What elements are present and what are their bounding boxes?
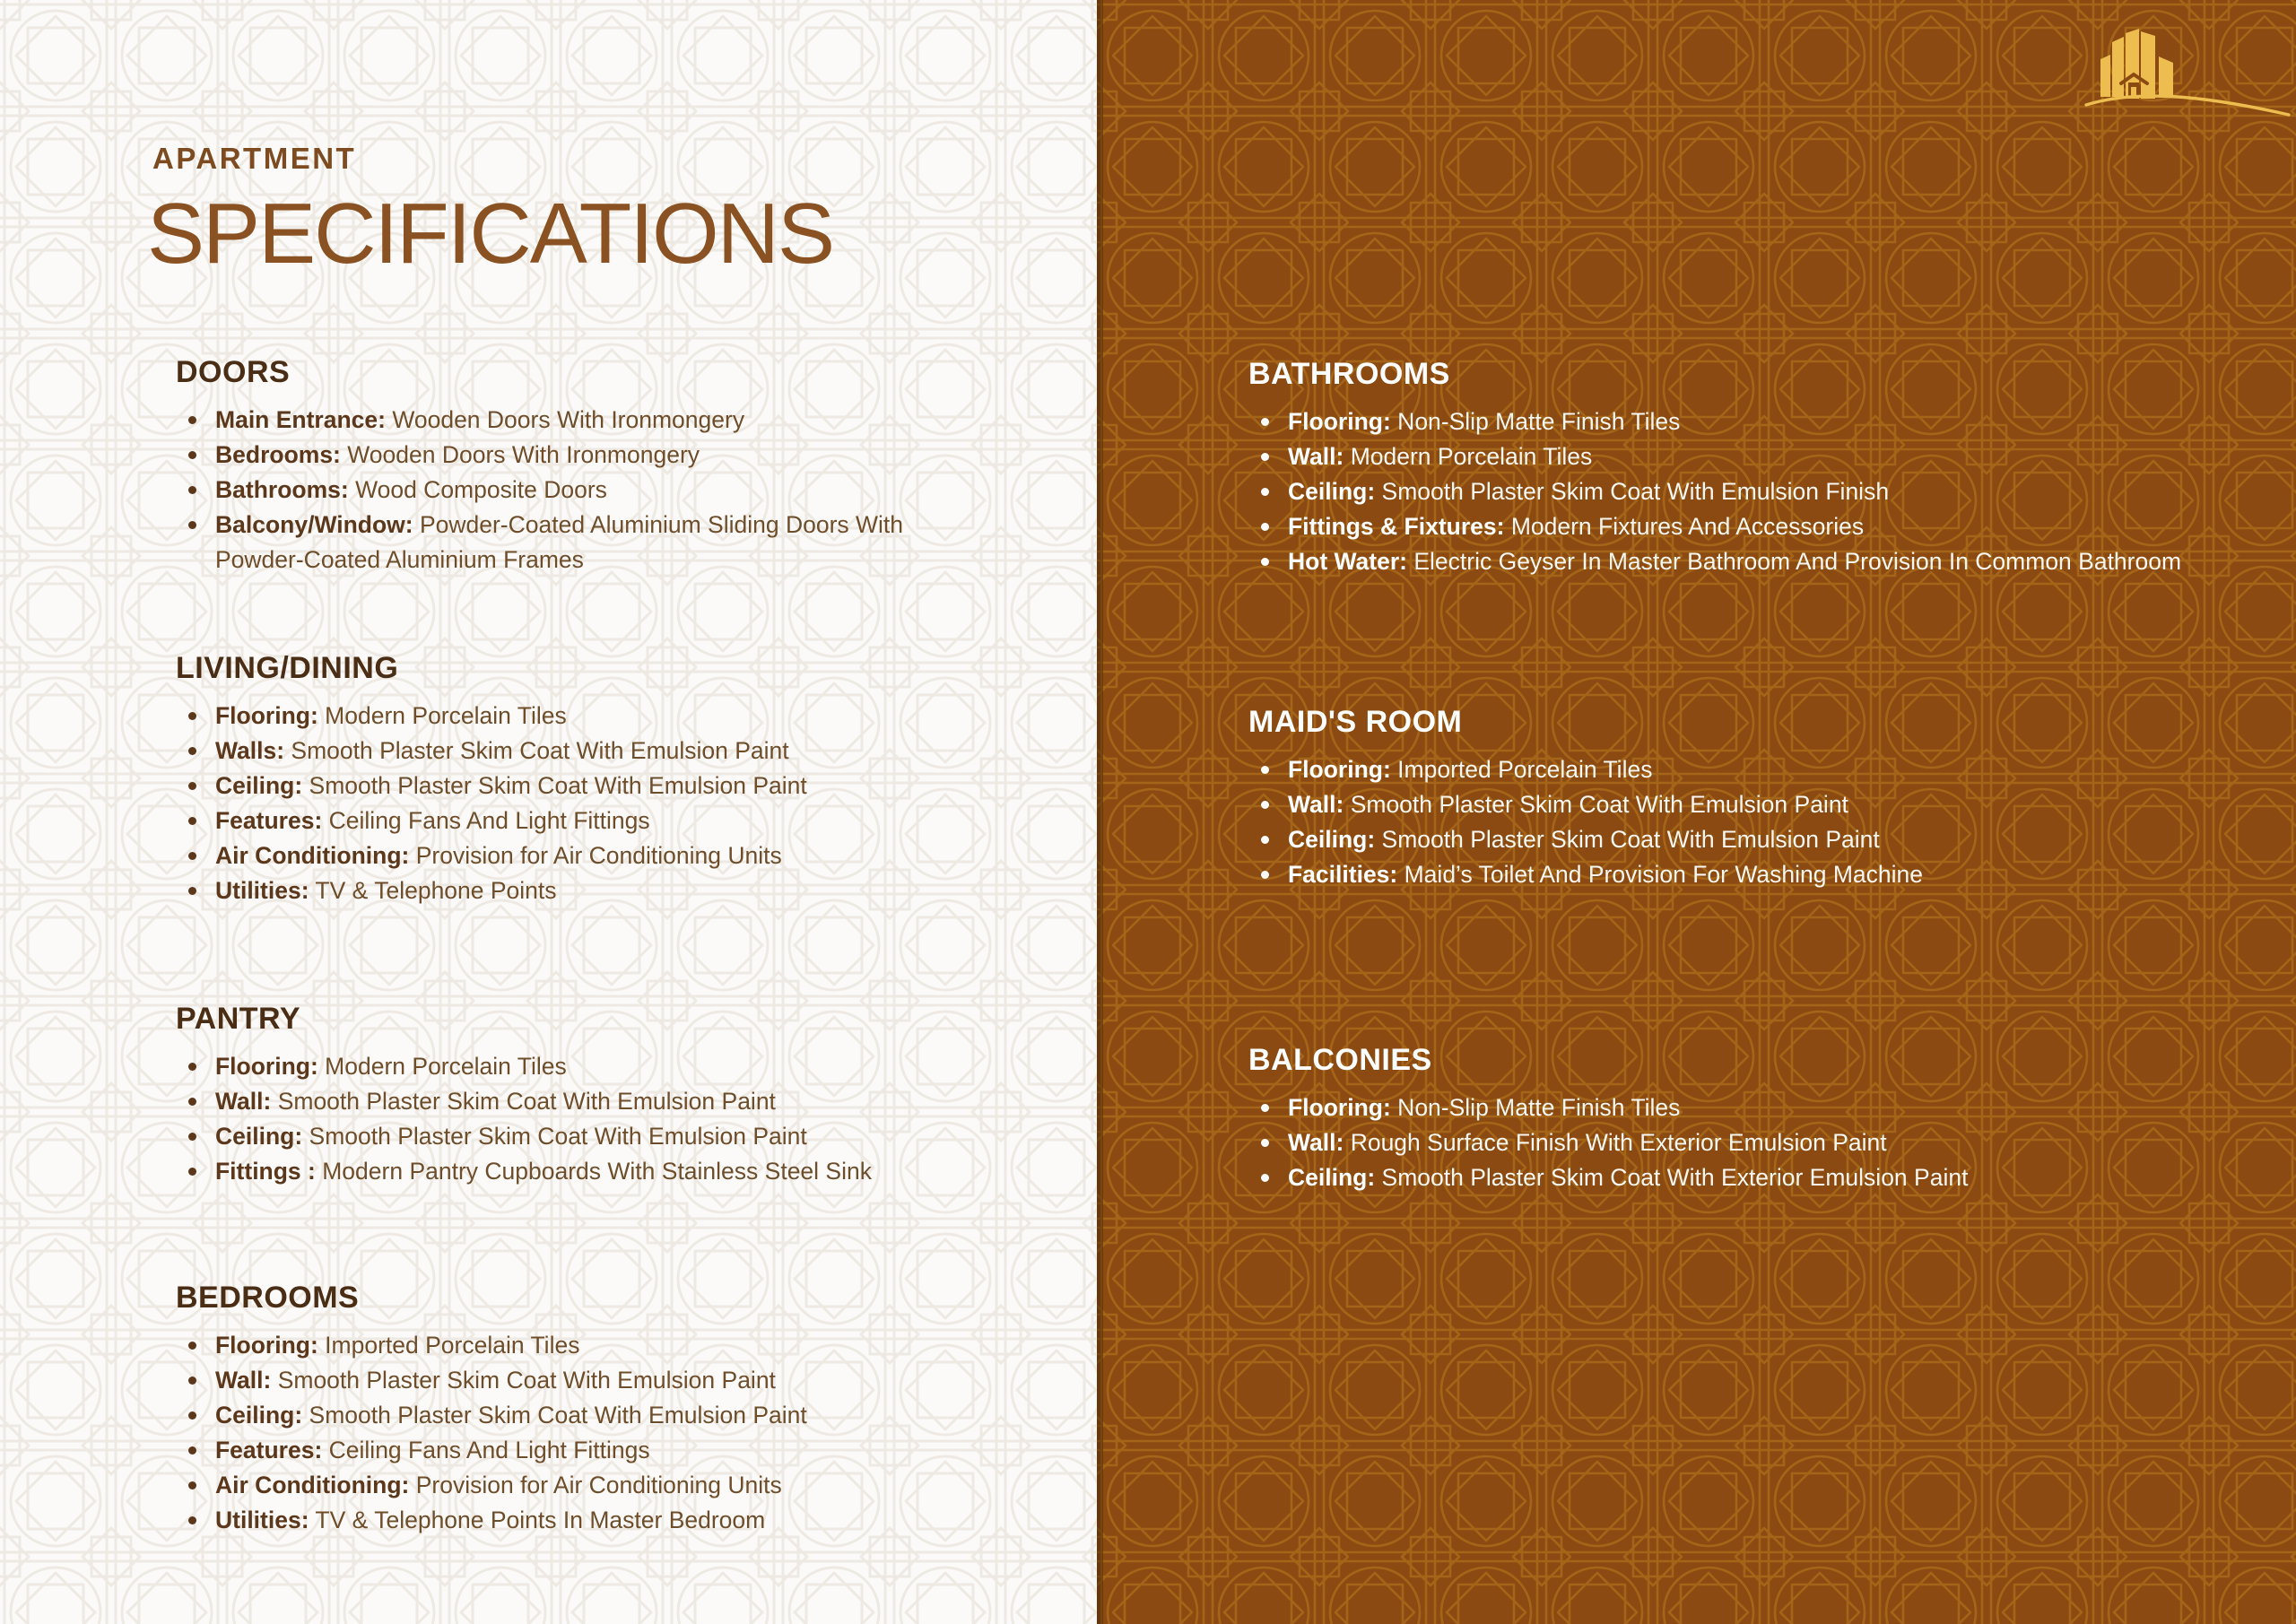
spec-item — [1248, 857, 2296, 892]
spec-label: Ceiling: — [215, 1123, 303, 1150]
section-maid-s-room — [1248, 705, 2280, 892]
spec-list — [176, 699, 983, 908]
spec-value: Smooth Plaster Skim Coat With Exterior Emulsion Paint — [1375, 1164, 1969, 1191]
spec-label: Flooring: — [1288, 408, 1391, 435]
spec-value: Non-Slip Matte Finish Tiles — [1390, 1094, 1681, 1121]
spec-item — [1248, 1160, 2296, 1195]
spec-label: Utilities: — [215, 877, 309, 904]
spec-value: Electric Geyser In Master Bathroom And Provision In Common Bathroom — [1406, 548, 2182, 575]
spec-list — [176, 403, 983, 578]
spec-item — [176, 403, 942, 438]
spec-value: Non-Slip Matte Finish Tiles — [1390, 408, 1681, 435]
spec-item — [1248, 474, 2296, 509]
section-balconies — [1248, 1043, 2280, 1195]
spec-item — [1248, 1090, 2296, 1125]
spec-value: Modern Porcelain Tiles — [317, 702, 567, 729]
spec-label: Wall: — [215, 1367, 272, 1394]
section-heading: BALCONIES — [1248, 1043, 1432, 1077]
spec-value: Modern Fixtures And Accessories — [1504, 513, 1865, 540]
spec-item — [1248, 822, 2296, 857]
right-sections-column — [1248, 357, 2280, 1195]
spec-item — [176, 1154, 942, 1189]
spec-item — [176, 873, 942, 908]
spec-label: Fittings : — [215, 1158, 316, 1185]
spec-value: Smooth Plaster Skim Coat With Emulsion Paint — [1344, 791, 1848, 818]
spec-value: Rough Surface Finish With Exterior Emulsion Paint — [1344, 1129, 1887, 1156]
spec-label: Balcony/Window: — [215, 511, 413, 538]
spec-item — [176, 1503, 942, 1538]
spec-value: Smooth Plaster Skim Coat With Emulsion Paint — [284, 737, 789, 764]
spec-value: Wooden Doors With Ironmongery — [385, 406, 745, 433]
spec-label: Ceiling: — [1288, 478, 1376, 505]
spec-value: Imported Porcelain Tiles — [1390, 756, 1653, 783]
spec-label: Flooring: — [215, 1053, 318, 1080]
spec-item — [1248, 509, 2296, 544]
spec-label: Bathrooms: — [215, 476, 349, 503]
spec-label: Flooring: — [1288, 756, 1391, 783]
spec-label: Flooring: — [215, 702, 318, 729]
spec-item — [176, 1328, 942, 1363]
spec-value: Provision for Air Conditioning Units — [409, 842, 782, 869]
spec-value: Ceiling Fans And Light Fittings — [322, 807, 650, 834]
spec-item — [176, 1049, 942, 1084]
spec-list — [1248, 404, 2280, 579]
spec-value: Ceiling Fans And Light Fittings — [322, 1437, 650, 1463]
spec-label: Main Entrance: — [215, 406, 386, 433]
spec-label: Fittings & Fixtures: — [1288, 513, 1505, 540]
spec-value: Smooth Plaster Skim Coat With Emulsion Paint — [271, 1367, 776, 1394]
section-pantry — [176, 1002, 983, 1189]
section-doors — [176, 355, 983, 578]
spec-item — [176, 1084, 942, 1119]
spec-label: Utilities: — [215, 1507, 309, 1533]
spec-item — [1248, 404, 2296, 439]
spec-item — [1248, 1125, 2296, 1160]
spec-value: Smooth Plaster Skim Coat With Emulsion Finish — [1375, 478, 1890, 505]
spec-item — [1248, 544, 2296, 579]
spec-value: TV & Telephone Points — [309, 877, 557, 904]
spec-value: Powder-Coated Aluminium Sliding Doors With Powder-Coated Aluminium Frames — [215, 511, 904, 573]
spec-label: Facilities: — [1288, 861, 1398, 888]
spec-value: Smooth Plaster Skim Coat With Emulsion Paint — [302, 1402, 807, 1429]
page-eyebrow: APARTMENT — [152, 142, 357, 175]
spec-item — [176, 699, 942, 734]
section-heading: MAID'S ROOM — [1248, 705, 1463, 739]
spec-list — [1248, 1090, 2280, 1195]
section-bathrooms — [1248, 357, 2280, 579]
spec-item — [176, 1433, 942, 1468]
spec-label: Ceiling: — [215, 772, 303, 799]
spec-value: Smooth Plaster Skim Coat With Emulsion Paint — [271, 1088, 776, 1115]
spec-label: Walls: — [215, 737, 285, 764]
spec-item — [176, 769, 942, 803]
spec-item — [176, 438, 942, 473]
spec-value: Modern Porcelain Tiles — [317, 1053, 567, 1080]
spec-item — [1248, 787, 2296, 822]
spec-value: Wooden Doors With Ironmongery — [340, 441, 700, 468]
spec-label: Flooring: — [1288, 1094, 1391, 1121]
spec-label: Hot Water: — [1288, 548, 1407, 575]
spec-item — [176, 473, 942, 508]
spec-item — [1248, 752, 2296, 787]
section-heading: BATHROOMS — [1248, 357, 1450, 391]
spec-item — [176, 1468, 942, 1503]
spec-item — [176, 1363, 942, 1398]
spec-item — [176, 1119, 942, 1154]
spec-item — [176, 803, 942, 838]
spec-label: Features: — [215, 807, 323, 834]
spec-list — [1248, 752, 2280, 892]
spec-label: Wall: — [1288, 791, 1344, 818]
left-sections-column — [176, 355, 983, 1538]
spec-label: Bedrooms: — [215, 441, 341, 468]
spec-item — [176, 734, 942, 769]
spec-value: Maid’s Toilet And Provision For Washing Machine — [1397, 861, 1923, 888]
spec-list — [176, 1328, 983, 1538]
spec-label: Ceiling: — [1288, 1164, 1376, 1191]
spec-value: Modern Pantry Cupboards With Stainless Steel Sink — [315, 1158, 872, 1185]
spec-label: Air Conditioning: — [215, 1472, 410, 1498]
spec-label: Ceiling: — [1288, 826, 1376, 853]
spec-value: Smooth Plaster Skim Coat With Emulsion Paint — [302, 1123, 807, 1150]
spec-item — [1248, 439, 2296, 474]
spec-value: Smooth Plaster Skim Coat With Emulsion Paint — [1375, 826, 1880, 853]
spec-value: TV & Telephone Points In Master Bedroom — [309, 1507, 766, 1533]
spec-label: Wall: — [1288, 443, 1344, 470]
spec-list — [176, 1049, 983, 1189]
spec-value: Provision for Air Conditioning Units — [409, 1472, 782, 1498]
spec-value: Modern Porcelain Tiles — [1344, 443, 1593, 470]
spec-label: Wall: — [1288, 1129, 1344, 1156]
section-living-dining — [176, 651, 983, 908]
section-heading: BEDROOMS — [176, 1281, 360, 1315]
section-heading: LIVING/DINING — [176, 651, 399, 685]
logo-swoosh — [2086, 96, 2289, 115]
spec-label: Wall: — [215, 1088, 272, 1115]
spec-item — [176, 1398, 942, 1433]
spec-value: Imported Porcelain Tiles — [317, 1332, 580, 1359]
spec-value: Wood Composite Doors — [348, 476, 607, 503]
section-heading: PANTRY — [176, 1002, 300, 1036]
section-heading: DOORS — [176, 355, 291, 389]
spec-label: Flooring: — [215, 1332, 318, 1359]
spec-label: Ceiling: — [215, 1402, 303, 1429]
building-logo-icon — [2083, 13, 2291, 131]
page-header — [147, 142, 833, 283]
spec-label: Air Conditioning: — [215, 842, 410, 869]
page-title: SPECIFICATIONS — [147, 186, 833, 282]
spec-label: Features: — [215, 1437, 323, 1463]
spec-item — [176, 508, 942, 578]
spec-item — [176, 838, 942, 873]
section-bedrooms — [176, 1281, 983, 1538]
spec-value: Smooth Plaster Skim Coat With Emulsion Paint — [302, 772, 807, 799]
